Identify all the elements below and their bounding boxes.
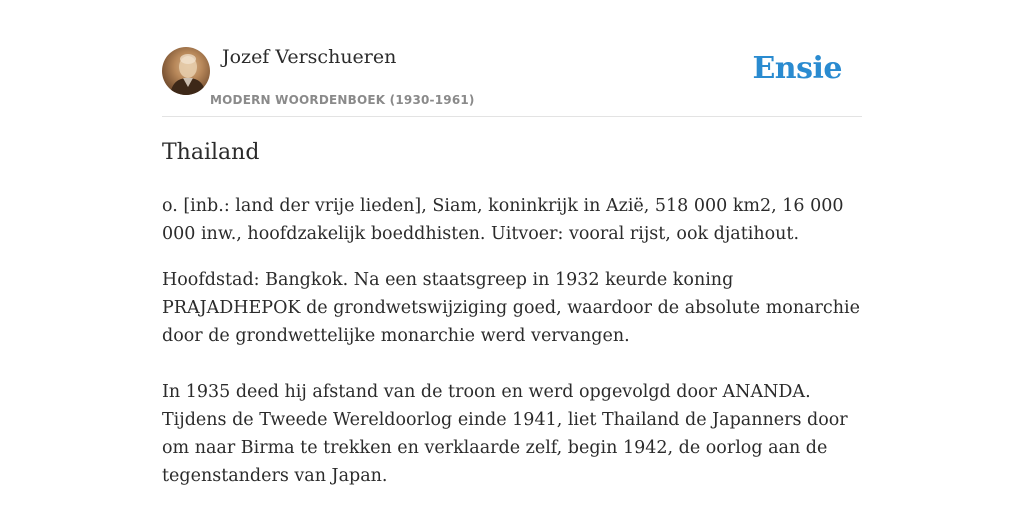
- entry-title: Thailand: [162, 140, 260, 165]
- header: [162, 0, 862, 117]
- author-avatar[interactable]: [162, 47, 210, 95]
- source-label[interactable]: MODERN WOORDENBOEK (1930-1961): [210, 93, 475, 107]
- author-name[interactable]: Jozef Verschueren: [222, 46, 397, 68]
- entry-paragraph: Hoofdstad: Bangkok. Na een staatsgreep in 1932 keurde koning PRAJADHEPOK de grondwetswijziging goed, waardoor de absolute monarchie door de grondwettelijke monarchie werd vervangen. In 1935 deed hij afstand van de troon en werd opgevolgd door ANANDA. Tijdens de Tweede Wereldoorlog einde 1941, liet Thailand de Japanners door om naar Birma te trekken en verklaarde zelf, begin 1942, de oorlog aan de tegenstanders van Japan.: [162, 270, 860, 486]
- entry-card: [162, 0, 862, 512]
- brand-logo[interactable]: Ensie: [752, 51, 842, 86]
- entry-body: [162, 192, 862, 490]
- entry-paragraph: o. [inb.: land der vrije lieden], Siam, koninkrijk in Azië, 518 000 km2, 16 000 000 inw., hoofdzakelijk boeddhisten. Uitvoer: vooral rijst, ook djatihout.: [162, 196, 844, 244]
- portrait-icon: [162, 47, 210, 95]
